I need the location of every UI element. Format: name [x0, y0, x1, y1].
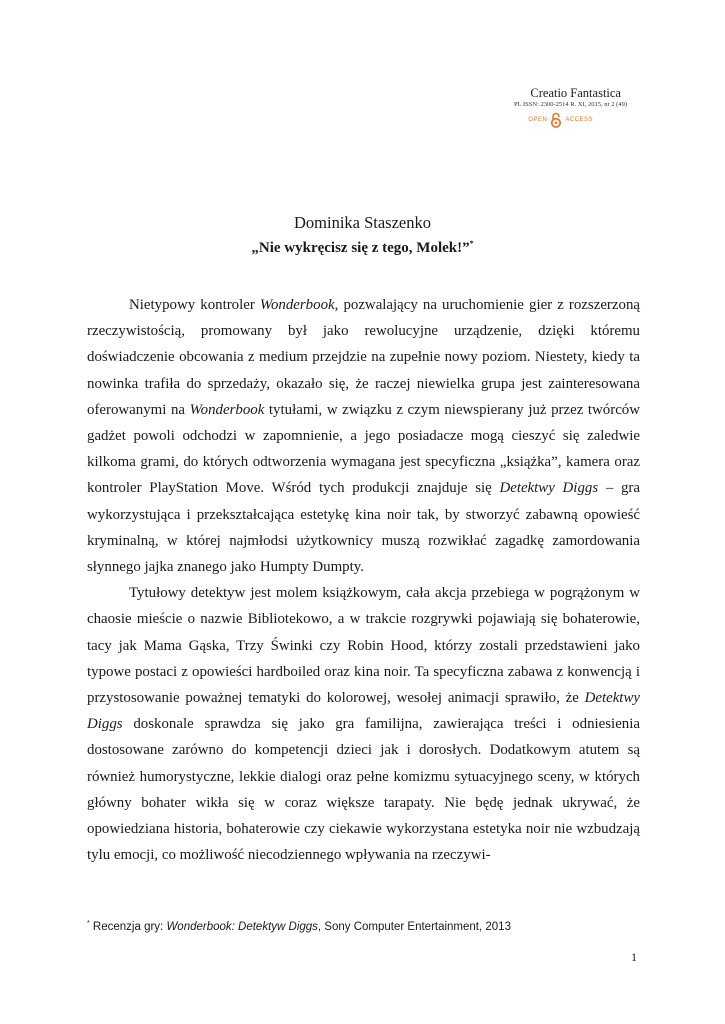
- paragraph: [87, 292, 640, 580]
- open-access-label-left: OPEN: [528, 117, 548, 123]
- journal-title: Creatio Fantastica: [530, 86, 621, 100]
- paragraph: [87, 580, 640, 868]
- journal-header: [467, 86, 627, 128]
- paragraph-text: tytułami, w związku z czym niewspierany już przez twórców gadżet powoli odchodzi w zapomnienie, a jego posiadacze mogą cieszyć się zaledwie kilkoma grami, do których odtworzenia wymagana jest specyficzna „książka”, kamera oraz kontroler PlayStation Move. Wśród tych produkcji znajduje się: [87, 401, 641, 497]
- open-access-logo: [467, 112, 627, 128]
- footnote-game-title: Wonderbook: Detektyw Diggs: [166, 921, 318, 933]
- article-body: [87, 292, 640, 868]
- author-name: Dominika Staszenko: [293, 213, 432, 232]
- journal-issn: PL ISSN: 2300-2514 R. XI, 2015, nr 2 (49): [514, 101, 627, 108]
- italic-title: Wonderbook: [189, 401, 265, 418]
- italic-title: Wonderbook: [259, 297, 335, 313]
- title-footnote-marker: *: [469, 239, 474, 248]
- footnote-prefix: Recenzja gry:: [89, 921, 167, 933]
- article-title: [0, 240, 725, 257]
- open-access-lock-icon: [550, 112, 562, 128]
- page-number: 1: [631, 950, 637, 964]
- italic-title: Detektwy Diggs: [87, 690, 640, 733]
- italic-title: Detektwy Diggs: [499, 480, 599, 497]
- open-access-label-right: ACCESS: [565, 117, 593, 123]
- footnote: [87, 921, 511, 933]
- footnote-suffix: , Sony Computer Entertainment, 2013: [317, 921, 511, 933]
- footnote-marker: *: [87, 920, 90, 928]
- paragraph-text: Tytułowy detektyw jest molem książkowym, cała akcja przebiega w pogrążonym w chaosie mieście o nazwie Bibliotekowo, a w trakcie rozgrywki pojawiają się bohaterowie, tacy jak Mama Gąska, Trzy Świnki czy Robin Hood, którzy zostali przedstawieni jako typowe postaci z opowieści hardboiled oraz kina noir. Ta specyficzna zabawa z konwencją i przystosowanie poważnej tematyki do kolorowej, wesołej animacji sprawiło, że: [87, 585, 640, 707]
- paragraph-text: doskonale sprawdza się jako gra familijna, zawierająca treści i odniesienia dostosowane zarówno do kompetencji dzieci jak i dorosłych. Dodatkowym atutem są również humorystyczne, lekkie dialogi oraz pełne komizmu sytuacyjnego sceny, w których główny bohater wikła się w coraz większe tarapaty. Nie będę jednak ukrywać, że opowiedziana historia, bohaterowie czy ciekawie wykorzystana estetyka noir nie wzbudzają tylu emocji, co możliwość niecodziennego wpływania na rzeczywi-: [87, 716, 640, 864]
- paragraph-text: , pozwalający na uruchomienie gier z rozszerzoną rzeczywistością, promowany był jako rewolucyjne urządzenie, dzięki któremu doświadczenie obcowania z medium przejdzie na zupełnie nowy poziom. Niestety, kiedy ta nowinka trafiła do sprzedaży, okazało się, że raczej niewielka grupa jest zainteresowana oferowanymi na: [87, 297, 640, 418]
- article-title-text: „Nie wykręcisz się z tego, Molek!”: [251, 240, 470, 256]
- paragraph-text: – gra wykorzystująca i przekształcająca estetykę kina noir tak, by stworzyć zabawną opowieść kryminalną, w której najmłodsi użytkownicy muszą rozwikłać zagadkę zamordowania słynnego jajka znanego jako Humpty Dumpty.: [87, 480, 641, 576]
- paragraph-text: Nietypowy kontroler: [129, 297, 260, 313]
